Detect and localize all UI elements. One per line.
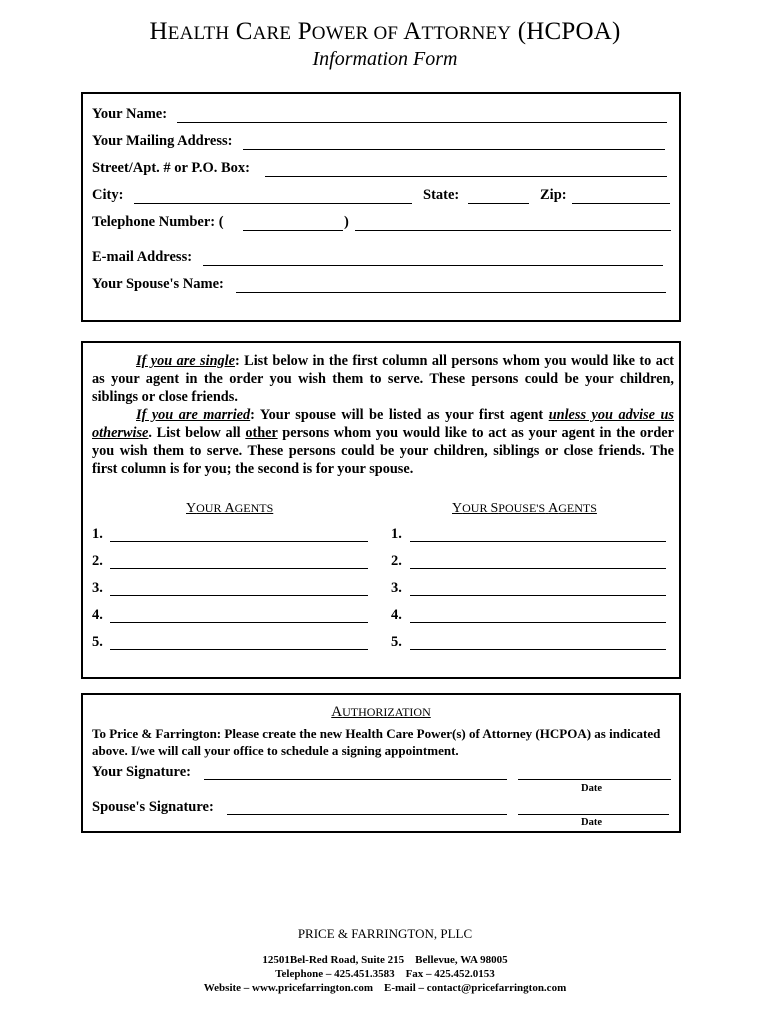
your-agent-field[interactable]	[110, 595, 368, 596]
firm-address: 12501Bel-Red Road, Suite 215 Bellevue, WA 98005	[262, 954, 508, 966]
spouse-agent-field[interactable]	[410, 541, 666, 542]
title-word-3: POWER OF	[297, 18, 399, 45]
your-agent-field[interactable]	[110, 541, 368, 542]
your-signature-date-label: Date	[581, 783, 602, 794]
phone-label: Telephone Number: (	[92, 214, 224, 230]
city-field[interactable]	[134, 203, 412, 204]
your-signature-date-field[interactable]	[518, 779, 671, 780]
name-field[interactable]	[177, 122, 667, 123]
your-agent-field[interactable]	[110, 649, 368, 650]
your-agent-number: 1.	[92, 526, 103, 542]
mailing-address-label: Your Mailing Address:	[92, 133, 233, 149]
married-instructions	[92, 406, 674, 478]
your-agent-number: 4.	[92, 607, 103, 623]
street-field[interactable]	[265, 176, 667, 177]
spouse-name-label: Your Spouse's Name:	[92, 276, 224, 292]
single-instructions	[92, 352, 674, 406]
page-subtitle: Information Form	[312, 48, 458, 70]
authorization-heading: AUTHORIZATION	[331, 704, 431, 720]
spouse-agent-number: 1.	[391, 526, 402, 542]
firm-phones: Telephone – 425.451.3583 Fax – 425.452.0153	[275, 968, 495, 980]
your-agent-field[interactable]	[110, 568, 368, 569]
agents-box	[81, 341, 681, 679]
title-word-2: CARE	[235, 18, 292, 45]
spouse-agent-field[interactable]	[410, 595, 666, 596]
spouse-signature-date-label: Date	[581, 817, 602, 828]
spouse-agent-field[interactable]	[410, 622, 666, 623]
married-text-1: : Your spouse will be listed as your first agent	[250, 407, 549, 423]
title-word-4: ATTORNEY	[403, 18, 512, 45]
page-title	[0, 18, 770, 46]
spouse-agent-number: 3.	[391, 580, 402, 596]
spouse-agent-number: 5.	[391, 634, 402, 650]
firm-web-email: Website – www.pricefarrington.com E-mail – contact@pricefarrington.com	[203, 982, 567, 994]
instructions-text	[92, 352, 674, 478]
title-word-1: HEALTH	[149, 18, 230, 45]
client-info-box	[81, 92, 681, 322]
phone-number-field[interactable]	[355, 230, 671, 231]
single-lead: If you are single	[136, 353, 235, 369]
married-text-2: . List below all	[148, 425, 246, 441]
your-agent-number: 3.	[92, 580, 103, 596]
your-agent-field[interactable]	[110, 622, 368, 623]
firm-name: PRICE & FARRINGTON, PLLC	[297, 926, 473, 941]
email-field[interactable]	[203, 265, 663, 266]
married-lead: If you are married	[136, 407, 251, 423]
your-signature-field[interactable]	[204, 779, 507, 780]
phone-area-code-field[interactable]	[243, 230, 343, 231]
zip-label: Zip:	[540, 187, 567, 203]
married-text-3: persons whom you would like to act as your agent in the order you wish them to serve. These persons could be your children, siblings or close friends. The first column is for you; the second is for your spouse.	[92, 425, 674, 477]
spouse-name-field[interactable]	[236, 292, 666, 293]
authorization-text: To Price & Farrington: Please create the new Health Care Power(s) of Attorney (HCPOA) as indicated above. I/we will call your office to schedule a signing appointment.	[92, 726, 661, 758]
zip-field[interactable]	[572, 203, 670, 204]
street-label: Street/Apt. # or P.O. Box:	[92, 160, 251, 176]
single-text: : List below in the first column all persons whom you would like to act as your agent in the order you wish them to serve. These persons could be your children, siblings or close friends.	[92, 353, 674, 405]
state-label: State:	[423, 187, 460, 203]
phone-paren-close: )	[344, 214, 349, 230]
spouse-agent-number: 4.	[391, 607, 402, 623]
spouse-agent-number: 2.	[391, 553, 402, 569]
authorization-box	[81, 693, 681, 833]
mailing-address-field[interactable]	[243, 149, 665, 150]
email-label: E-mail Address:	[92, 249, 193, 265]
spouse-signature-field[interactable]	[227, 814, 507, 815]
state-field[interactable]	[468, 203, 529, 204]
title-suffix: (HCPOA)	[517, 18, 621, 45]
city-label: City:	[92, 187, 124, 203]
your-agent-number: 2.	[92, 553, 103, 569]
spouse-agents-heading: YOUR SPOUSE'S AGENTS	[452, 501, 597, 516]
spouse-signature-label: Spouse's Signature:	[92, 799, 214, 815]
married-unless: unless you advise us otherwise	[92, 407, 674, 441]
your-signature-label: Your Signature:	[92, 764, 191, 780]
your-agents-heading: YOUR AGENTS	[186, 501, 274, 516]
spouse-signature-date-field[interactable]	[518, 814, 669, 815]
married-other: other	[245, 425, 278, 441]
spouse-agent-field[interactable]	[410, 568, 666, 569]
spouse-agent-field[interactable]	[410, 649, 666, 650]
your-agent-number: 5.	[92, 634, 103, 650]
name-label: Your Name:	[92, 106, 168, 122]
